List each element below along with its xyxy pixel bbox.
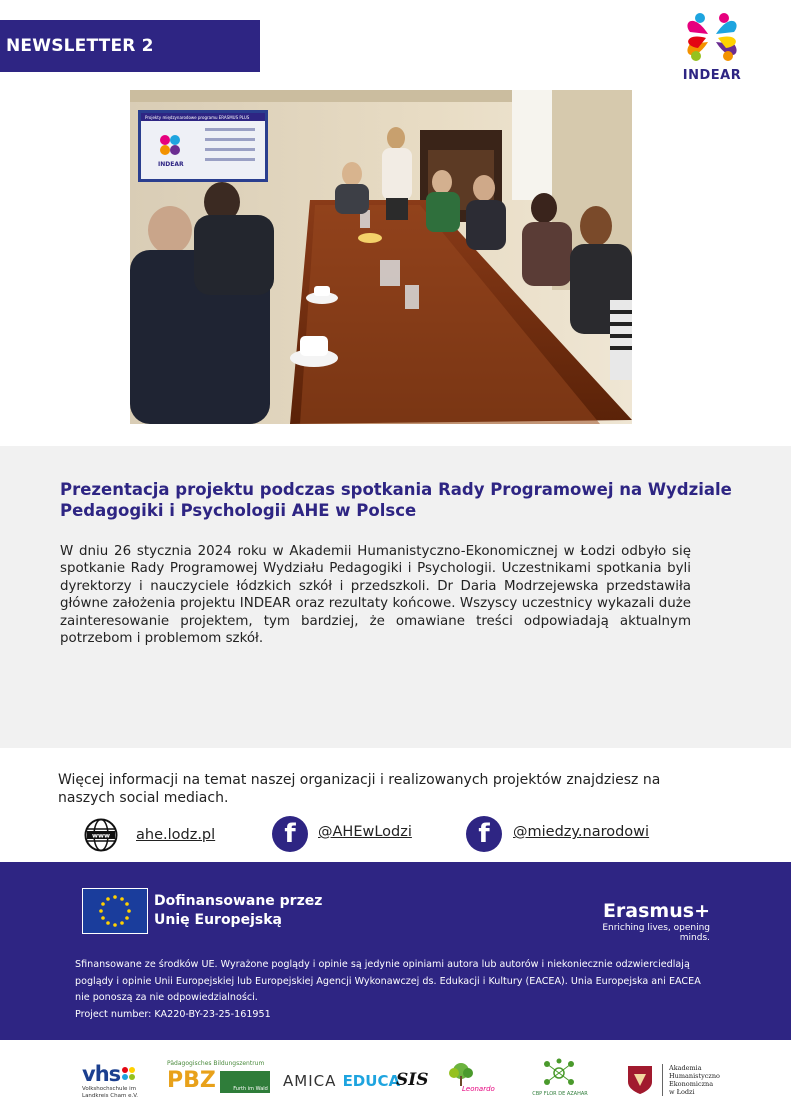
meeting-photo bbox=[130, 90, 632, 424]
indear-logo-text: INDEAR bbox=[682, 68, 742, 83]
sis-text: SIS bbox=[396, 1070, 429, 1090]
partner-cbp-logo bbox=[530, 1058, 590, 1097]
pbz-name: PBZ bbox=[167, 1068, 216, 1093]
facebook-icon: f bbox=[272, 816, 308, 852]
facebook-link-ahe[interactable] bbox=[272, 816, 412, 854]
ahe-name bbox=[662, 1064, 720, 1096]
footer-funding bbox=[0, 862, 791, 1040]
ahe-name-line2: Humanistyczno bbox=[669, 1072, 720, 1080]
cbp-text: CBP FLOR DE AZAHAR bbox=[532, 1091, 588, 1097]
eu-flag-icon bbox=[82, 888, 148, 934]
ahe-name-line4: w Łodzi bbox=[669, 1088, 695, 1096]
amica-text: AMICA bbox=[283, 1072, 337, 1090]
vhs-subtitle: Volkshochschule im Landkreis Cham e.V. bbox=[82, 1086, 138, 1099]
project-number: Project number: KA220-BY-23-25-161951 bbox=[75, 1008, 271, 1020]
partner-ahe-logo bbox=[624, 1064, 720, 1096]
tree-icon bbox=[446, 1062, 476, 1086]
newsletter-label: NEWSLETTER 2 bbox=[6, 36, 154, 56]
cbp-network-icon bbox=[542, 1058, 576, 1088]
more-info-text: Więcej informacji na temat naszej organizacji i realizowanych projektów znajdziesz na naszych social mediach. bbox=[58, 772, 661, 806]
ahe-name-line3: Ekonomiczna bbox=[669, 1080, 714, 1088]
educa-text: EDUCA bbox=[342, 1072, 401, 1090]
indear-logo bbox=[676, 10, 748, 88]
erasmus-name: Erasmus+ bbox=[602, 900, 710, 922]
svg-text:www: www bbox=[91, 831, 111, 840]
disclaimer-text: Sfinansowane ze środków UE. Wyrażone poglądy i opinie są jedynie opiniami autora lub autorów i niekoniecznie odzwierciedlają poglądy i opinie Unii Europejskiej lub Europejskiej Agencji Wykonawczej ds. Edukacji i Kultury (EACEA). Unia Europejska ani EACEA nie ponoszą za nie odpowiedzialności. bbox=[75, 959, 701, 1004]
facebook-link-miedzy-label[interactable]: @miedzy.narodowi bbox=[513, 824, 650, 840]
pbz-top-text: Pädagogisches Bildungszentrum bbox=[167, 1060, 265, 1067]
slide-logo-text: INDEAR bbox=[158, 161, 184, 168]
vhs-name: vhs bbox=[82, 1062, 121, 1086]
partner-vhs-logo bbox=[82, 1062, 152, 1100]
facebook-icon: f bbox=[466, 816, 502, 852]
partner-leonardo-logo bbox=[446, 1062, 502, 1102]
eu-funding-text bbox=[154, 892, 322, 930]
article-body: W dniu 26 stycznia 2024 roku w Akademii Humanistyczno-Ekonomicznej w Łodzi odbyło się spotkanie Rady Programowej Wydziału Pedagogiki i Psychologii. Uczestnikami spotkania byli dyrektorzy i nauczyciele łódzkich szkół i przedszkoli. Dr Daria Modrzejewska przedstawiła główne założenia projektu INDEAR oraz rezultaty końcowe. Wszyscy uczestnicy wykazali duże zainteresowanie projektem, tym bardziej, że omawiane treści odpowiadają aktualnym potrzebom i problemom szkół. bbox=[60, 544, 691, 647]
erasmus-logo bbox=[580, 900, 710, 943]
erasmus-slogan: Enriching lives, opening minds. bbox=[602, 923, 710, 943]
presentation-slide bbox=[141, 113, 265, 179]
eu-funding-line1: Dofinansowane przez bbox=[154, 893, 323, 909]
partner-sis-logo bbox=[396, 1070, 429, 1090]
website-link-label[interactable]: ahe.lodz.pl bbox=[136, 827, 216, 843]
disclaimer bbox=[75, 957, 715, 1023]
partner-logos bbox=[0, 1050, 791, 1120]
indear-logo-icon bbox=[676, 10, 748, 66]
slide-heading: Projekty międzynarodowe programu ERASMUS PLUS bbox=[145, 115, 250, 120]
vhs-dots-icon bbox=[122, 1067, 136, 1081]
partner-amica-educa-logo bbox=[283, 1072, 400, 1090]
ahe-name-line1: Akademia bbox=[669, 1064, 702, 1072]
leonardo-text: Leonardo bbox=[462, 1085, 495, 1093]
newsletter-banner bbox=[0, 20, 260, 72]
facebook-link-miedzy[interactable] bbox=[466, 816, 649, 854]
eu-funding-line2: Unię Europejską bbox=[154, 912, 282, 928]
partner-pbz-logo bbox=[167, 1060, 270, 1093]
website-link[interactable] bbox=[84, 816, 215, 854]
facebook-link-ahe-label[interactable]: @AHEwLodzi bbox=[318, 824, 412, 840]
globe-www-icon bbox=[84, 818, 118, 852]
article-title: Prezentacja projektu podczas spotkania Rady Programowej na Wydziale Pedagogiki i Psychologii AHE w Polsce bbox=[60, 480, 732, 520]
ahe-crest-icon bbox=[624, 1064, 656, 1096]
pbz-graphic-icon bbox=[220, 1071, 270, 1093]
pbz-subtitle: Furth im Wald bbox=[233, 1086, 268, 1092]
